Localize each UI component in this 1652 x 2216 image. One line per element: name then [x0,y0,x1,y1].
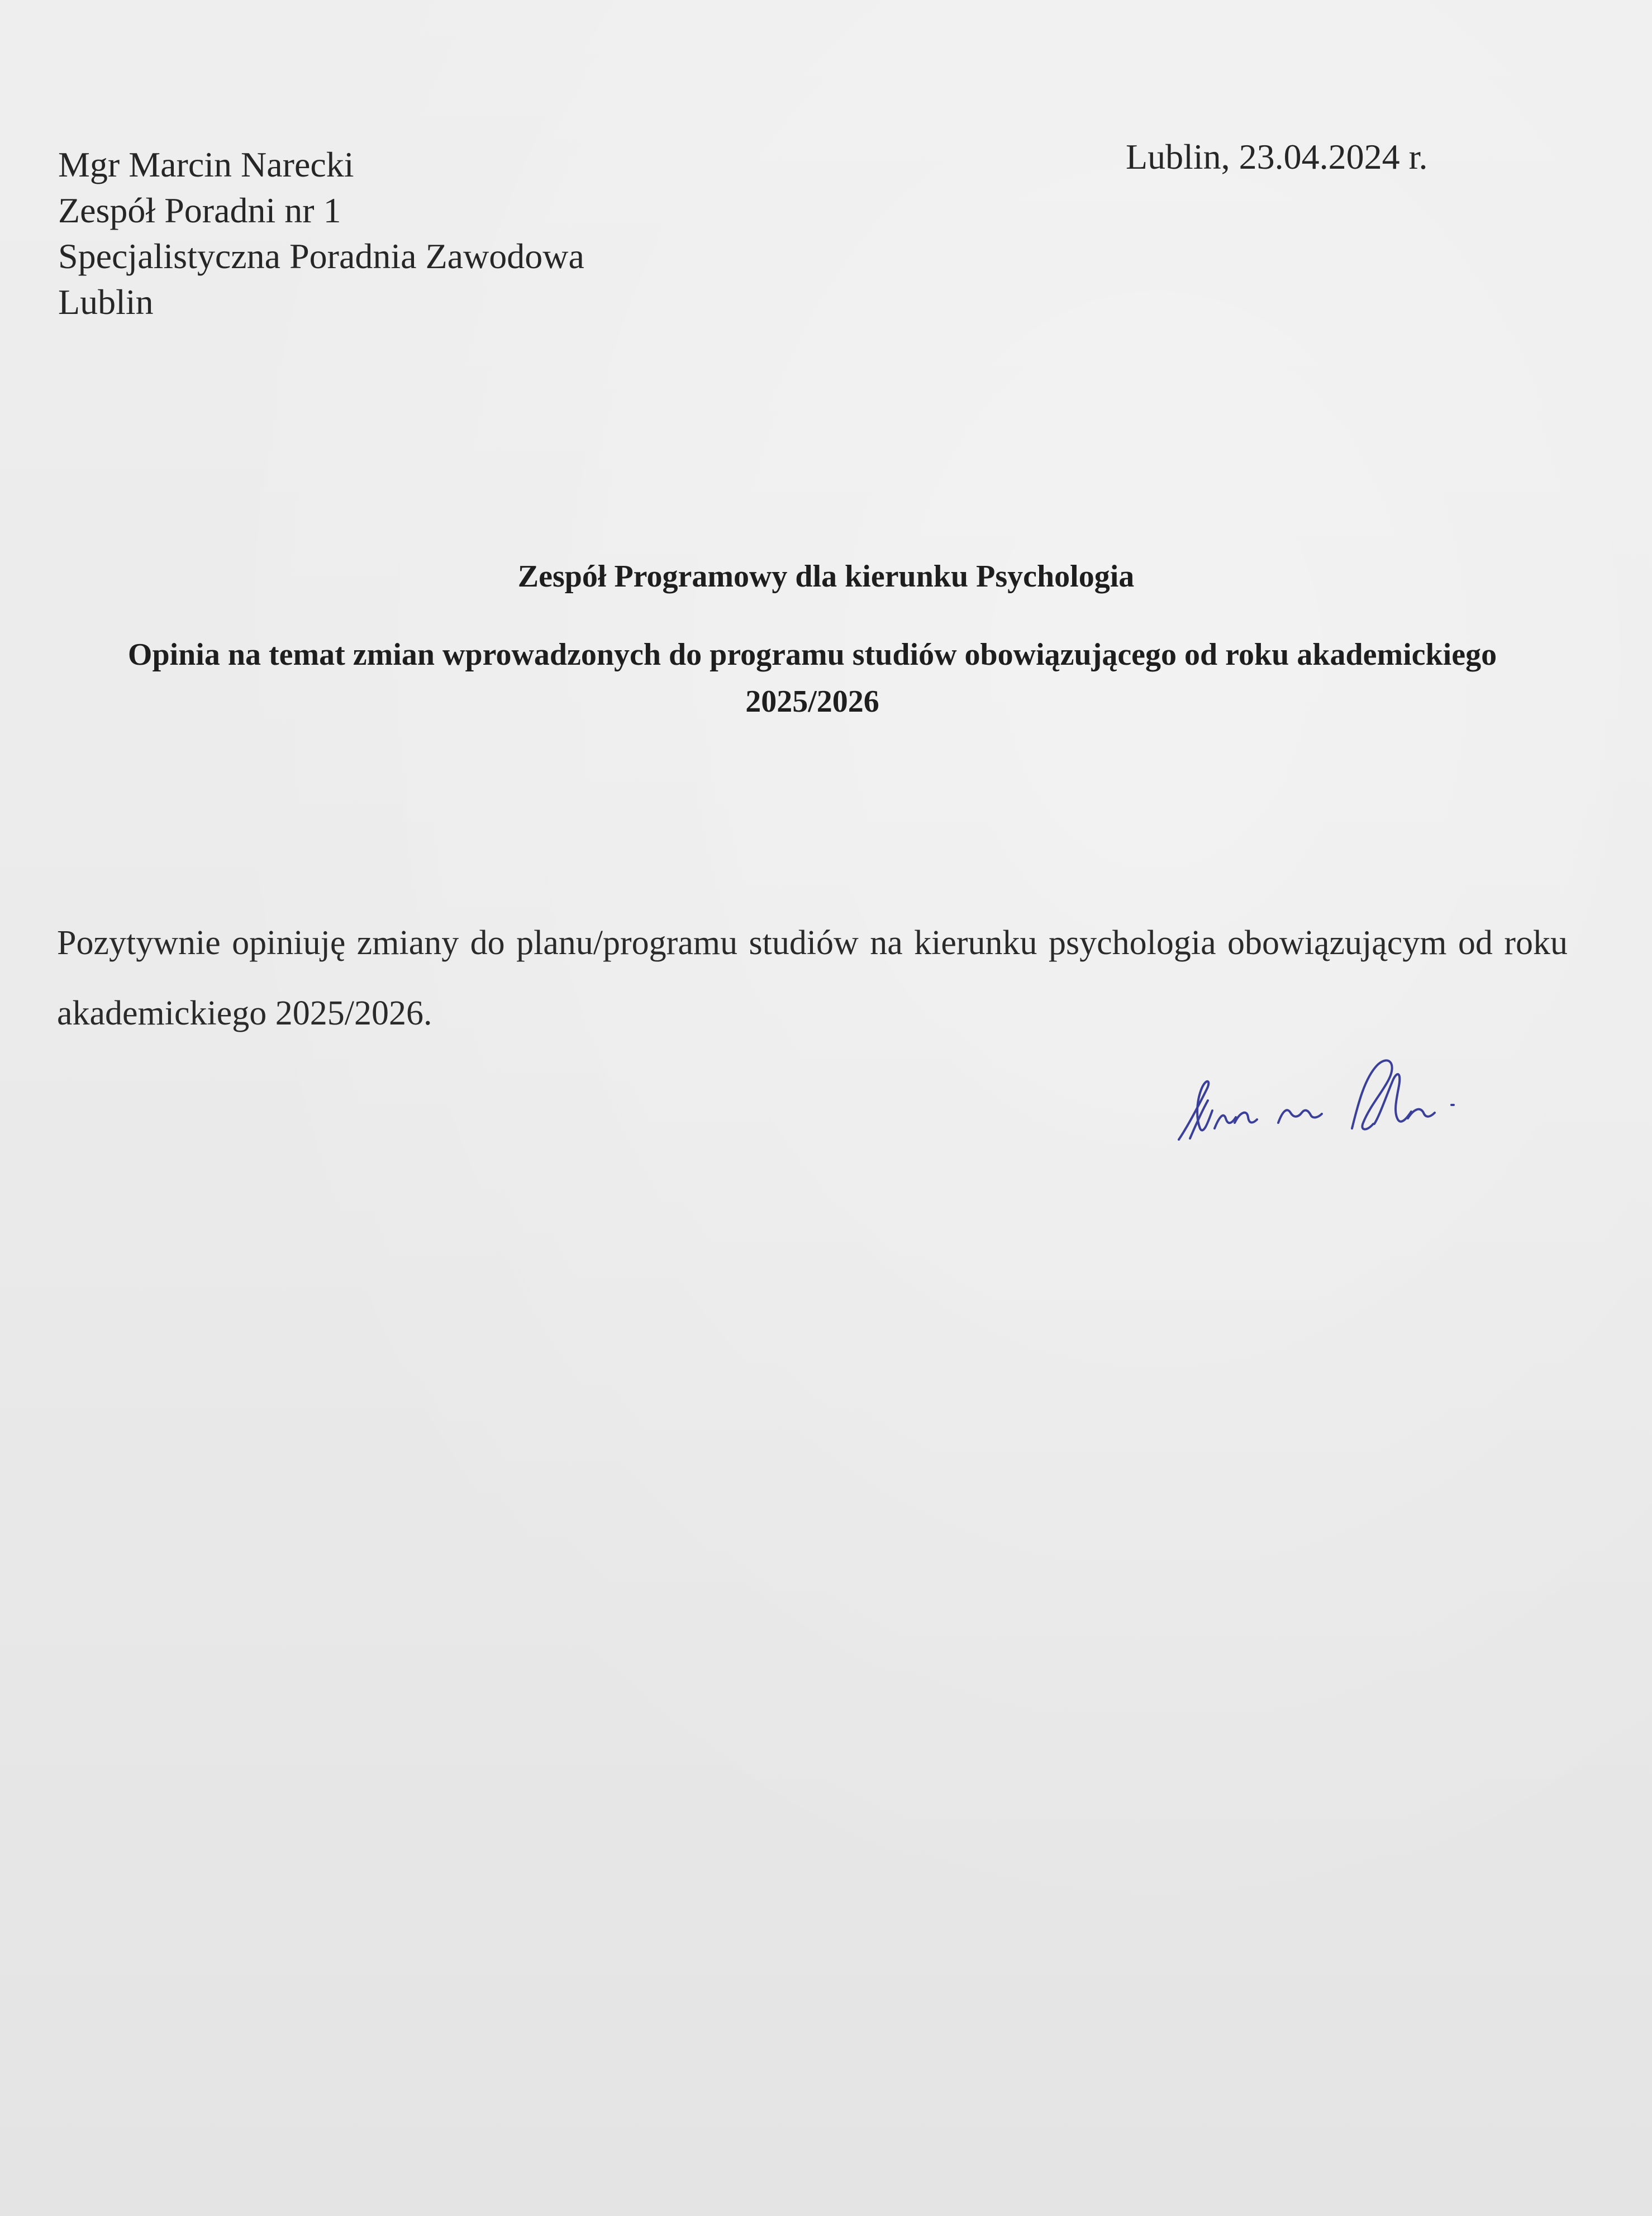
subject-heading: Opinia na temat zmian wprowadzonych do programu studiów obowiązującego od roku akademickiego 2025/2026 [127,637,1497,719]
opinion-body: Pozytywnie opiniuję zmiany do planu/programu studiów na kierunku psychologia obowiązującym od roku akademickiego 2025/2026. [57,924,1568,1032]
sender-city: Lublin [58,282,154,322]
handwritten-signature-icon [1168,1039,1469,1151]
sender-block [58,142,584,325]
place-and-date: Lublin, 23.04.2024 r. [1126,137,1428,177]
sender-department: Specjalistyczna Poradnia Zawodowa [58,236,584,276]
recipient-heading: Zespół Programowy dla kierunku Psychologia [517,559,1135,594]
sender-name: Mgr Marcin Narecki [58,145,354,184]
sender-organization: Zespół Poradni nr 1 [58,190,341,230]
